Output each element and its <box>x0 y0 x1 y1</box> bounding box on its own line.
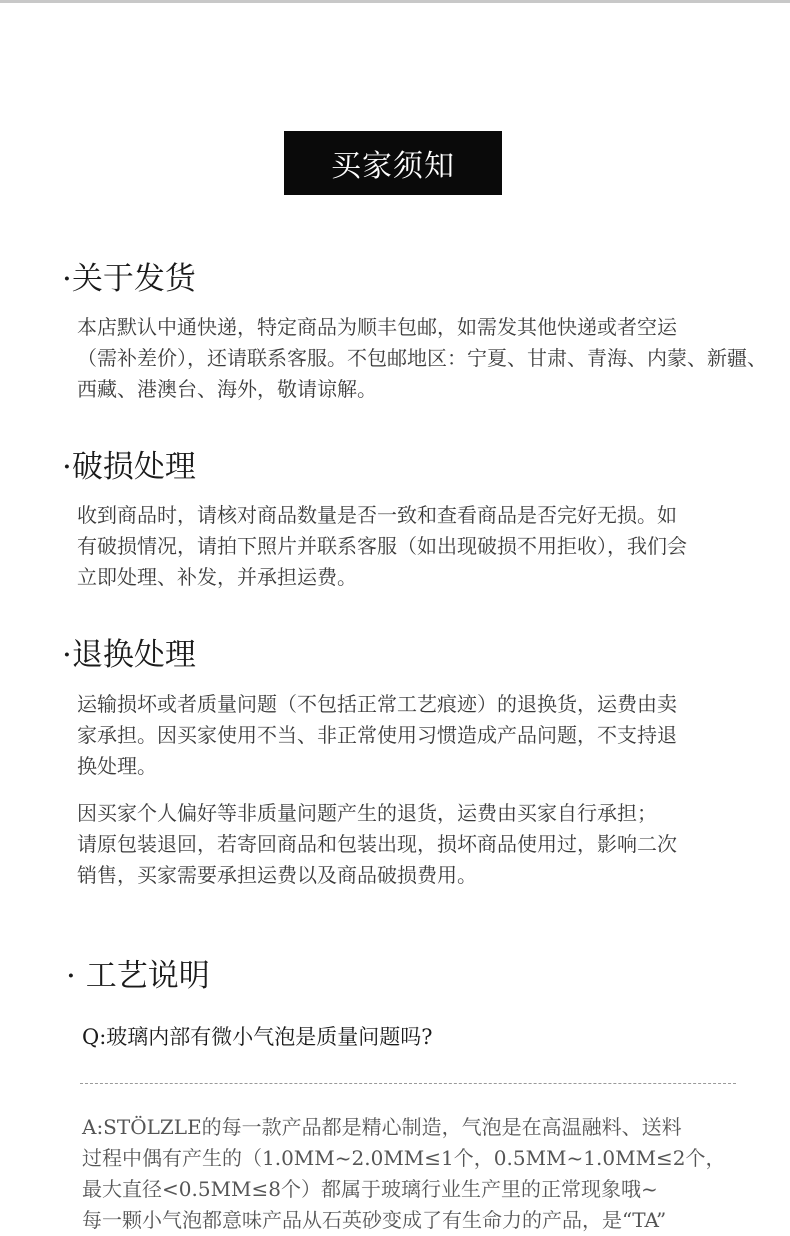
text-line: 收到商品时，请核对商品数量是否一致和查看商品是否完好无损。如 <box>77 503 677 527</box>
text-line: 过程中偶有产生的（1.0MM~2.0MM≤1个，0.5MM~1.0MM≤2个， <box>82 1146 726 1170</box>
faq-answer <box>82 1112 772 1236</box>
faq-question: Q:玻璃内部有微小气泡是质量问题吗? <box>82 1025 433 1049</box>
text-line: A:STÖLZLE的每一款产品都是精心制造，气泡是在高温融料、送料 <box>82 1115 682 1139</box>
text-line: 最大直径<0.5MM≤8个）都属于玻璃行业生产里的正常现象哦~ <box>82 1177 658 1201</box>
text-line: 销售，买家需要承担运费以及商品破损费用。 <box>77 863 477 887</box>
section-heading-returns: ·退换处理 <box>62 637 196 673</box>
section-heading-craft: · 工艺说明 <box>66 958 210 994</box>
dashed-divider <box>80 1083 736 1084</box>
page-title-text: 买家须知 <box>331 149 455 184</box>
text-line: 西藏、港澳台、海外，敬请谅解。 <box>77 377 377 401</box>
text-line: 立即处理、补发，并承担运费。 <box>77 565 357 589</box>
text-line: 因买家个人偏好等非质量问题产生的退货，运费由买家自行承担； <box>77 801 657 825</box>
page-title <box>284 131 502 195</box>
text-line: 家承担。因买家使用不当、非正常使用习惯造成产品问题，不支持退 <box>77 723 677 747</box>
text-line: 换处理。 <box>77 754 157 778</box>
section-heading-damage: ·破损处理 <box>62 449 196 485</box>
text-line: 运输损坏或者质量问题（不包括正常工艺痕迹）的退换货，运费由卖 <box>77 692 677 716</box>
text-line: 请原包装退回，若寄回商品和包装出现，损坏商品使用过，影响二次 <box>77 832 677 856</box>
section-heading-shipping: ·关于发货 <box>62 261 196 297</box>
returns-paragraph-1 <box>77 689 767 782</box>
text-line: （需补差价），还请联系客服。不包邮地区：宁夏、甘肃、青海、内蒙、新疆、 <box>77 346 767 370</box>
text-line: 本店默认中通快递，特定商品为顺丰包邮，如需发其他快递或者空运 <box>77 315 677 339</box>
top-divider <box>0 0 790 3</box>
returns-paragraph-2 <box>77 798 767 891</box>
text-line: 每一颗小气泡都意味产品从石英砂变成了有生命力的产品，是“TA” <box>82 1208 667 1232</box>
shipping-paragraph <box>77 312 767 405</box>
damage-paragraph <box>77 500 767 593</box>
text-line: 有破损情况，请拍下照片并联系客服（如出现破损不用拒收），我们会 <box>77 534 687 558</box>
